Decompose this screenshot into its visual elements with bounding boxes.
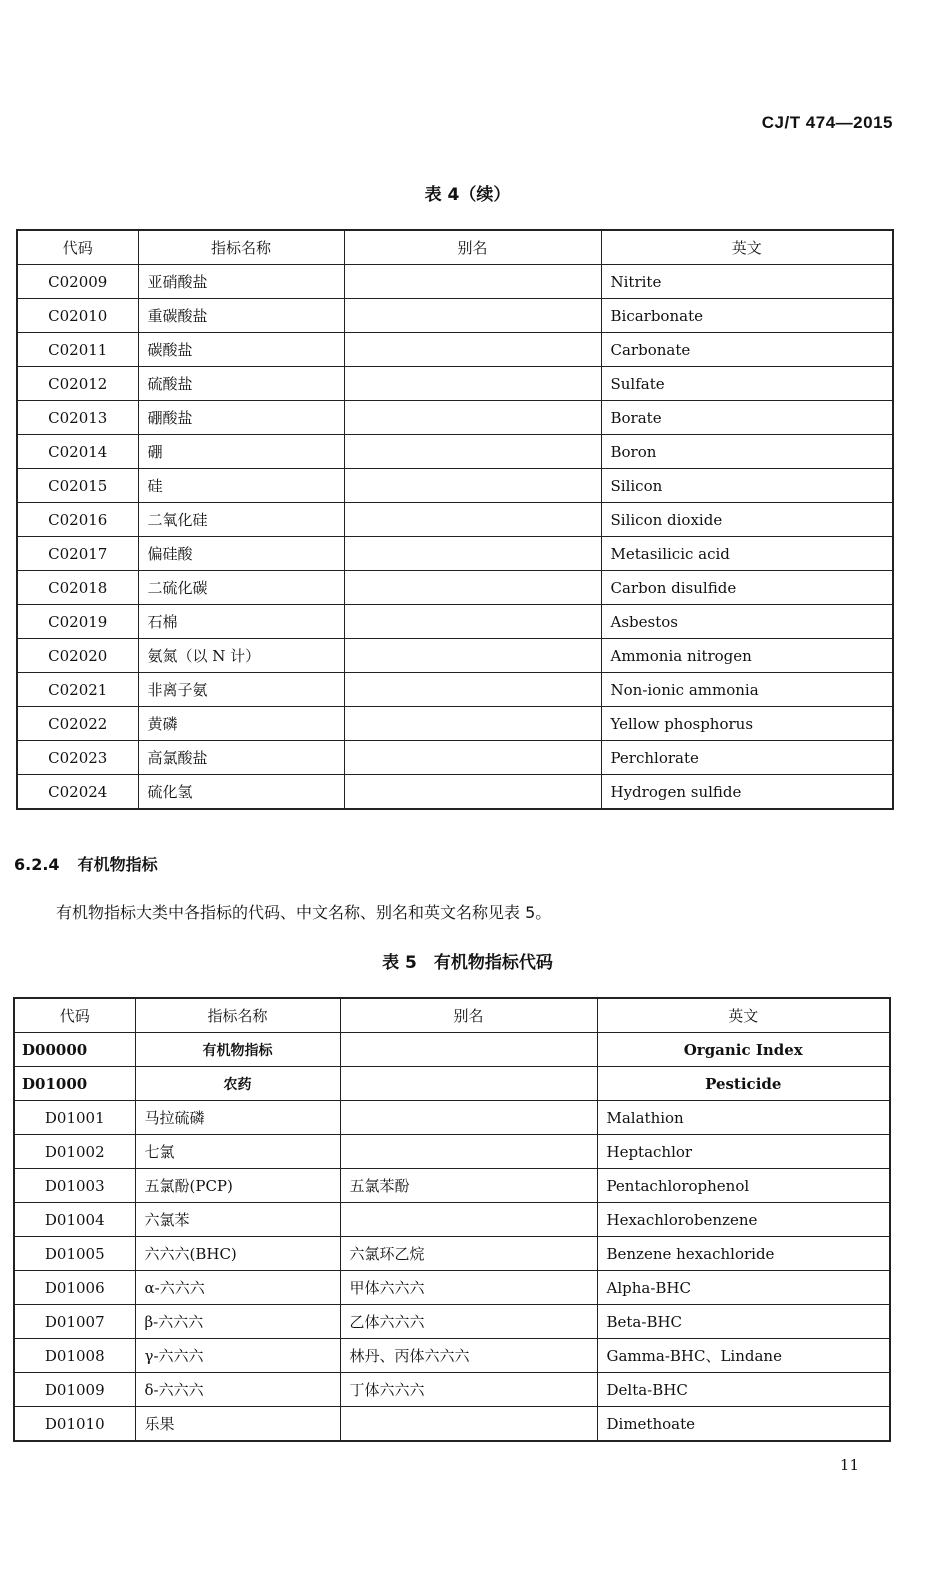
alias-cell xyxy=(344,741,601,775)
section-heading xyxy=(14,852,158,875)
name-cell: 马拉硫磷 xyxy=(135,1101,340,1135)
english-cell: Hexachlorobenzene xyxy=(597,1203,890,1237)
code-cell: C02011 xyxy=(17,333,138,367)
english-cell: Metasilicic acid xyxy=(601,537,893,571)
code-cell: C02017 xyxy=(17,537,138,571)
table-row xyxy=(14,1339,890,1373)
alias-cell xyxy=(344,707,601,741)
alias-cell: 丁体六六六 xyxy=(340,1373,597,1407)
table-row xyxy=(14,1203,890,1237)
alias-cell: 六氯环乙烷 xyxy=(340,1237,597,1271)
alias-cell xyxy=(340,1407,597,1442)
name-cell: 碳酸盐 xyxy=(138,333,344,367)
column-header-code: 代码 xyxy=(17,230,138,265)
code-cell: D01007 xyxy=(14,1305,135,1339)
table-row xyxy=(17,503,893,537)
alias-cell: 甲体六六六 xyxy=(340,1271,597,1305)
name-cell: 氨氮（以 N 计） xyxy=(138,639,344,673)
section-paragraph: 有机物指标大类中各指标的代码、中文名称、别名和英文名称见表 5。 xyxy=(56,903,552,922)
alias-cell xyxy=(344,299,601,333)
table5-header-row xyxy=(14,998,890,1033)
english-cell: Organic Index xyxy=(597,1033,890,1067)
code-cell: C02013 xyxy=(17,401,138,435)
section-title: 有机物指标 xyxy=(77,855,158,874)
english-cell: Dimethoate xyxy=(597,1407,890,1442)
code-cell: D00000 xyxy=(14,1033,135,1067)
table-row xyxy=(14,1135,890,1169)
table4-header-row xyxy=(17,230,893,265)
code-cell: C02020 xyxy=(17,639,138,673)
english-cell: Gamma-BHC、Lindane xyxy=(597,1339,890,1373)
english-cell: Ammonia nitrogen xyxy=(601,639,893,673)
name-cell: 六六六(BHC) xyxy=(135,1237,340,1271)
name-cell: 硫化氢 xyxy=(138,775,344,810)
table-row xyxy=(17,673,893,707)
english-cell: Borate xyxy=(601,401,893,435)
english-cell: Asbestos xyxy=(601,605,893,639)
english-cell: Boron xyxy=(601,435,893,469)
code-cell: D01002 xyxy=(14,1135,135,1169)
code-cell: D01001 xyxy=(14,1101,135,1135)
table-row xyxy=(14,1305,890,1339)
column-header-english: 英文 xyxy=(601,230,893,265)
page-number: 11 xyxy=(839,1456,859,1474)
table-row xyxy=(14,1271,890,1305)
name-cell: α-六六六 xyxy=(135,1271,340,1305)
name-cell: δ-六六六 xyxy=(135,1373,340,1407)
alias-cell xyxy=(344,673,601,707)
english-cell: Bicarbonate xyxy=(601,299,893,333)
code-cell: C02014 xyxy=(17,435,138,469)
table-row xyxy=(17,639,893,673)
english-cell: Benzene hexachloride xyxy=(597,1237,890,1271)
code-cell: C02022 xyxy=(17,707,138,741)
column-header-name: 指标名称 xyxy=(138,230,344,265)
column-header-code: 代码 xyxy=(14,998,135,1033)
english-cell: Beta-BHC xyxy=(597,1305,890,1339)
english-cell: Alpha-BHC xyxy=(597,1271,890,1305)
name-cell: 七氯 xyxy=(135,1135,340,1169)
english-cell: Silicon dioxide xyxy=(601,503,893,537)
table-row xyxy=(17,537,893,571)
code-cell: C02016 xyxy=(17,503,138,537)
code-cell: D01006 xyxy=(14,1271,135,1305)
alias-cell xyxy=(344,367,601,401)
table-row xyxy=(14,1169,890,1203)
code-cell: D01008 xyxy=(14,1339,135,1373)
code-cell: C02024 xyxy=(17,775,138,810)
name-cell: 硅 xyxy=(138,469,344,503)
standard-code: CJ/T 474—2015 xyxy=(761,113,893,132)
code-cell: C02009 xyxy=(17,265,138,299)
code-cell: D01009 xyxy=(14,1373,135,1407)
name-cell: 重碳酸盐 xyxy=(138,299,344,333)
english-cell: Non-ionic ammonia xyxy=(601,673,893,707)
code-cell: C02019 xyxy=(17,605,138,639)
name-cell: 石棉 xyxy=(138,605,344,639)
english-cell: Silicon xyxy=(601,469,893,503)
table-row xyxy=(17,265,893,299)
table5-caption: 表 5 有机物指标代码 xyxy=(382,953,553,973)
name-cell: 亚硝酸盐 xyxy=(138,265,344,299)
name-cell: 二氧化硅 xyxy=(138,503,344,537)
english-cell: Delta-BHC xyxy=(597,1373,890,1407)
table-row xyxy=(14,1237,890,1271)
name-cell: 五氯酚(PCP) xyxy=(135,1169,340,1203)
table-row xyxy=(17,707,893,741)
name-cell: 乐果 xyxy=(135,1407,340,1442)
table-row xyxy=(14,1067,890,1101)
name-cell: 农药 xyxy=(135,1067,340,1101)
english-cell: Heptachlor xyxy=(597,1135,890,1169)
english-cell: Malathion xyxy=(597,1101,890,1135)
column-header-name: 指标名称 xyxy=(135,998,340,1033)
table4 xyxy=(16,229,894,810)
english-cell: Sulfate xyxy=(601,367,893,401)
english-cell: Nitrite xyxy=(601,265,893,299)
name-cell: β-六六六 xyxy=(135,1305,340,1339)
alias-cell: 林丹、丙体六六六 xyxy=(340,1339,597,1373)
english-cell: Pentachlorophenol xyxy=(597,1169,890,1203)
english-cell: Yellow phosphorus xyxy=(601,707,893,741)
name-cell: 硼 xyxy=(138,435,344,469)
english-cell: Pesticide xyxy=(597,1067,890,1101)
alias-cell xyxy=(344,639,601,673)
table-row xyxy=(17,401,893,435)
alias-cell xyxy=(344,537,601,571)
code-cell: C02023 xyxy=(17,741,138,775)
name-cell: 有机物指标 xyxy=(135,1033,340,1067)
table-row xyxy=(14,1101,890,1135)
alias-cell xyxy=(344,605,601,639)
alias-cell: 乙体六六六 xyxy=(340,1305,597,1339)
name-cell: 非离子氨 xyxy=(138,673,344,707)
alias-cell xyxy=(344,435,601,469)
code-cell: C02012 xyxy=(17,367,138,401)
name-cell: 高氯酸盐 xyxy=(138,741,344,775)
name-cell: 硫酸盐 xyxy=(138,367,344,401)
english-cell: Carbonate xyxy=(601,333,893,367)
code-cell: C02010 xyxy=(17,299,138,333)
name-cell: γ-六六六 xyxy=(135,1339,340,1373)
section-number: 6.2.4 xyxy=(14,855,60,874)
alias-cell xyxy=(344,571,601,605)
table-row xyxy=(14,1407,890,1442)
column-header-alias: 别名 xyxy=(340,998,597,1033)
table-row xyxy=(17,435,893,469)
code-cell: C02018 xyxy=(17,571,138,605)
name-cell: 黄磷 xyxy=(138,707,344,741)
alias-cell xyxy=(344,265,601,299)
table-row xyxy=(17,469,893,503)
table-row xyxy=(17,299,893,333)
table-row xyxy=(14,1373,890,1407)
column-header-english: 英文 xyxy=(597,998,890,1033)
code-cell: C02021 xyxy=(17,673,138,707)
table-row xyxy=(17,367,893,401)
english-cell: Carbon disulfide xyxy=(601,571,893,605)
alias-cell xyxy=(340,1067,597,1101)
code-cell: D01005 xyxy=(14,1237,135,1271)
code-cell: C02015 xyxy=(17,469,138,503)
table-row xyxy=(17,605,893,639)
table-row xyxy=(17,741,893,775)
english-cell: Hydrogen sulfide xyxy=(601,775,893,810)
english-cell: Perchlorate xyxy=(601,741,893,775)
alias-cell xyxy=(340,1033,597,1067)
alias-cell xyxy=(344,503,601,537)
alias-cell: 五氯苯酚 xyxy=(340,1169,597,1203)
name-cell: 偏硅酸 xyxy=(138,537,344,571)
name-cell: 二硫化碳 xyxy=(138,571,344,605)
table-row xyxy=(14,1033,890,1067)
alias-cell xyxy=(340,1135,597,1169)
alias-cell xyxy=(344,775,601,810)
alias-cell xyxy=(344,401,601,435)
table4-caption: 表 4（续） xyxy=(424,185,511,205)
column-header-alias: 别名 xyxy=(344,230,601,265)
table-row xyxy=(17,571,893,605)
table-row xyxy=(17,775,893,810)
code-cell: D01004 xyxy=(14,1203,135,1237)
table5 xyxy=(13,997,891,1442)
alias-cell xyxy=(344,333,601,367)
code-cell: D01000 xyxy=(14,1067,135,1101)
code-cell: D01003 xyxy=(14,1169,135,1203)
name-cell: 六氯苯 xyxy=(135,1203,340,1237)
name-cell: 硼酸盐 xyxy=(138,401,344,435)
alias-cell xyxy=(340,1101,597,1135)
code-cell: D01010 xyxy=(14,1407,135,1442)
table-row xyxy=(17,333,893,367)
alias-cell xyxy=(340,1203,597,1237)
alias-cell xyxy=(344,469,601,503)
